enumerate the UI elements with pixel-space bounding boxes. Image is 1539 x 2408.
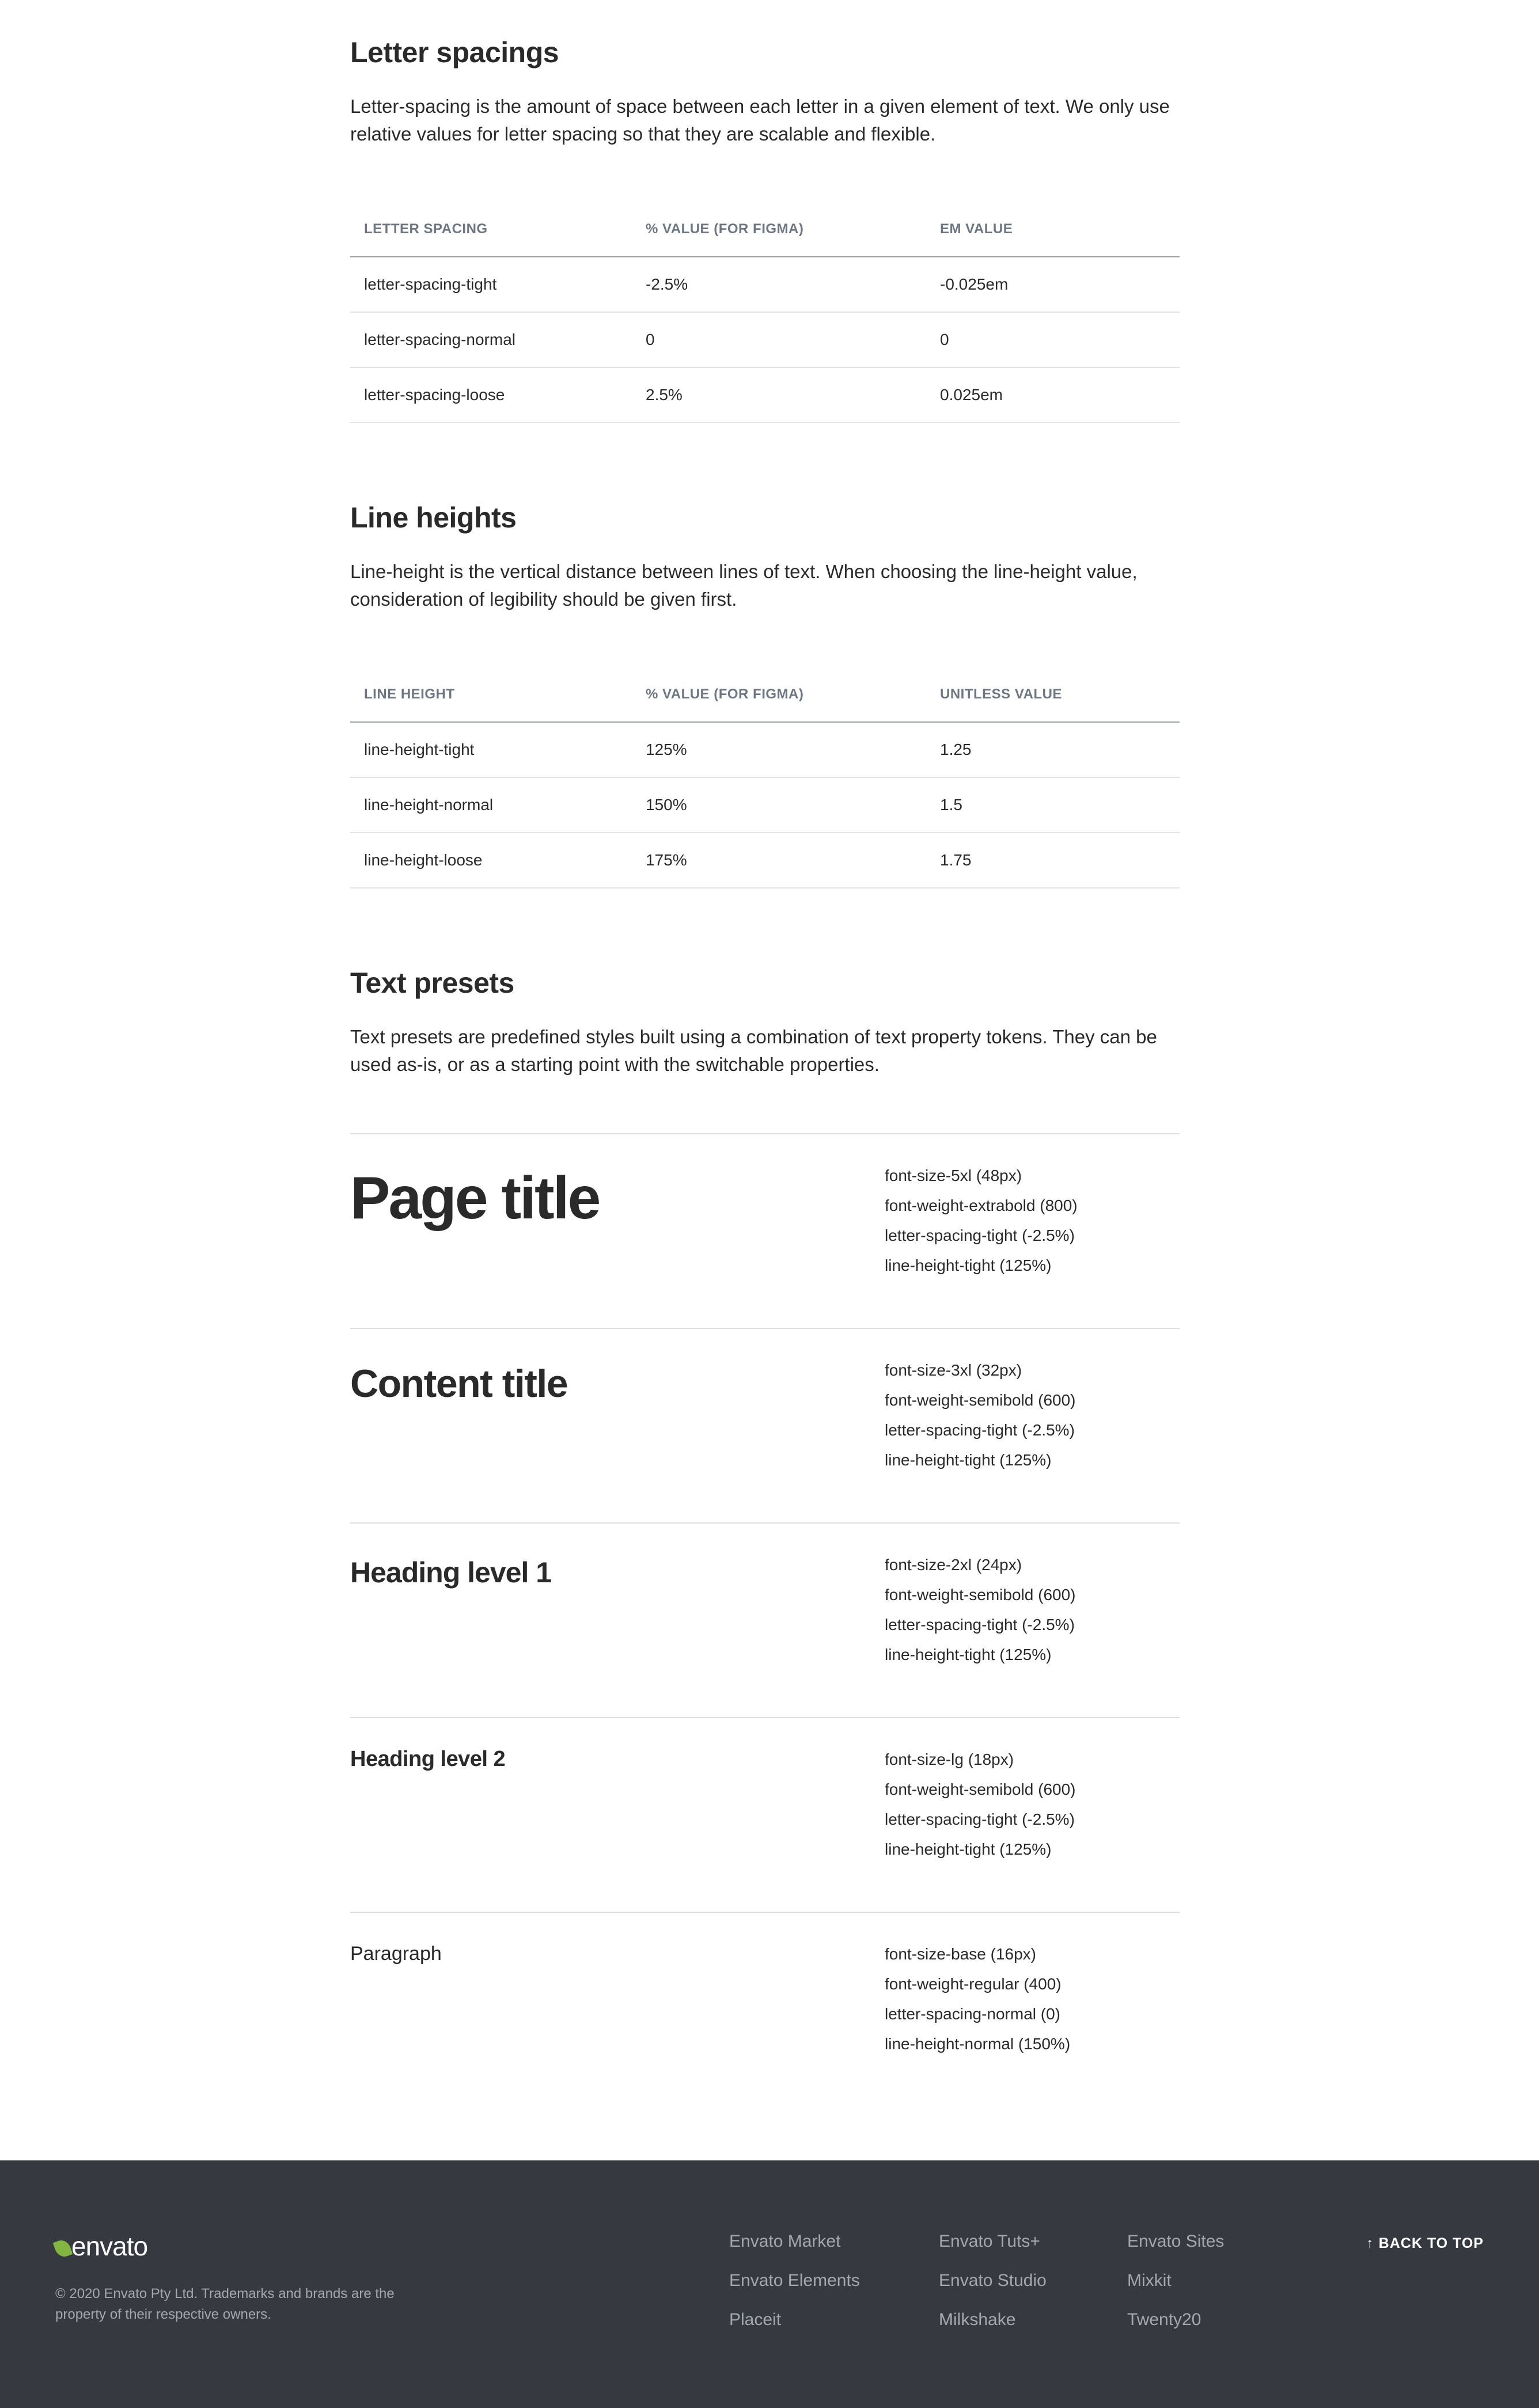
table-row [350, 257, 1180, 312]
text-presets-heading: Text presets [350, 967, 514, 999]
footer-links-column [729, 2232, 860, 2349]
copyright-text: © 2020 Envato Pty Ltd. Trademarks and brands are the property of their respective owners. [55, 2286, 395, 2322]
unitless-value-cell: 1.75 [926, 833, 1180, 888]
preset-page-title [350, 1133, 1180, 1328]
footer-link-envato-sites[interactable]: Envato Sites [1127, 2232, 1225, 2251]
footer-link-mixkit[interactable]: Mixkit [1127, 2271, 1172, 2290]
table-header-row [350, 667, 1180, 722]
token-name-cell: line-height-loose [350, 833, 632, 888]
line-heights-table [350, 667, 1180, 888]
preset-content-title [350, 1328, 1180, 1522]
preset-property: font-size-2xl (24px) [885, 1556, 1022, 1574]
token-name-cell: letter-spacing-normal [350, 312, 632, 367]
percent-value-cell: -2.5% [632, 257, 926, 312]
preset-property: font-size-base (16px) [885, 1945, 1037, 1963]
preset-property: letter-spacing-normal (0) [885, 2005, 1060, 2023]
percent-value-cell: 2.5% [632, 367, 926, 423]
text-presets-description: Text presets are predefined styles built using a combination of text property tokens. They can be used as-is, or as a starting point with the switchable properties. [350, 1026, 1157, 1075]
footer-link-milkshake[interactable]: Milkshake [939, 2310, 1016, 2329]
preset-property: font-size-5xl (48px) [885, 1167, 1022, 1184]
percent-value-cell: 0 [632, 312, 926, 367]
preset-property: font-weight-extrabold (800) [885, 1197, 1078, 1214]
column-header: LINE HEIGHT [350, 667, 632, 722]
preset-property: font-weight-semibold (600) [885, 1780, 1076, 1798]
preset-sample: Heading level 2 [350, 1747, 506, 1771]
percent-value-cell: 125% [632, 722, 926, 777]
percent-value-cell: 175% [632, 833, 926, 888]
preset-heading-level-2 [350, 1717, 1180, 1912]
token-name-cell: line-height-tight [350, 722, 632, 777]
em-value-cell: 0 [926, 312, 1180, 367]
preset-properties [885, 1550, 1076, 1670]
preset-properties [885, 1939, 1070, 2059]
column-header: % VALUE (FOR FIGMA) [632, 202, 926, 257]
line-heights-description: Line-height is the vertical distance between lines of text. When choosing the line-height value, consideration of legibility should be given first. [350, 561, 1138, 610]
preset-sample: Page title [350, 1165, 600, 1232]
table-row [350, 777, 1180, 833]
preset-property: line-height-tight (125%) [885, 1840, 1052, 1858]
table-row [350, 722, 1180, 777]
token-name-cell: letter-spacing-tight [350, 257, 632, 312]
footer-link-placeit[interactable]: Placeit [729, 2310, 782, 2329]
preset-property: font-weight-semibold (600) [885, 1391, 1076, 1409]
preset-property: font-weight-regular (400) [885, 1975, 1062, 1993]
token-name-cell: line-height-normal [350, 777, 632, 833]
unitless-value-cell: 1.5 [926, 777, 1180, 833]
preset-sample: Heading level 1 [350, 1556, 552, 1589]
letter-spacings-table [350, 202, 1180, 423]
percent-value-cell: 150% [632, 777, 926, 833]
column-header: UNITLESS VALUE [926, 667, 1180, 722]
column-header: % VALUE (FOR FIGMA) [632, 667, 926, 722]
preset-property: font-weight-semibold (600) [885, 1586, 1076, 1604]
preset-properties [885, 1355, 1076, 1475]
site-footer [0, 2160, 1539, 2408]
footer-link-envato-studio[interactable]: Envato Studio [939, 2271, 1047, 2290]
letter-spacings-heading: Letter spacings [350, 36, 559, 69]
preset-property: letter-spacing-tight (-2.5%) [885, 1810, 1075, 1828]
preset-sample: Content title [350, 1362, 568, 1406]
footer-link-twenty20[interactable]: Twenty20 [1127, 2310, 1201, 2329]
footer-link-envato-market[interactable]: Envato Market [729, 2232, 841, 2251]
preset-property: font-size-lg (18px) [885, 1750, 1014, 1768]
preset-property: line-height-normal (150%) [885, 2035, 1071, 2053]
letter-spacings-description: Letter-spacing is the amount of space between each letter in a given element of text. We only use relative values for letter spacing so that they are scalable and flexible. [350, 96, 1170, 145]
preset-property: line-height-tight (125%) [885, 1256, 1052, 1274]
em-value-cell: -0.025em [926, 257, 1180, 312]
preset-heading-level-1 [350, 1522, 1180, 1717]
column-header: EM VALUE [926, 202, 1180, 257]
table-header-row [350, 202, 1180, 257]
line-heights-heading: Line heights [350, 502, 517, 534]
preset-property: line-height-tight (125%) [885, 1646, 1052, 1663]
logo-wordmark: envato [71, 2231, 148, 2261]
preset-property: line-height-tight (125%) [885, 1451, 1052, 1469]
preset-paragraph [350, 1912, 1180, 2106]
footer-link-envato-tuts[interactable]: Envato Tuts+ [939, 2232, 1040, 2251]
em-value-cell: 0.025em [926, 367, 1180, 423]
envato-logo[interactable] [55, 2231, 147, 2262]
unitless-value-cell: 1.25 [926, 722, 1180, 777]
back-to-top-label: BACK TO TOP [1378, 2235, 1484, 2251]
table-row [350, 312, 1180, 367]
preset-property: letter-spacing-tight (-2.5%) [885, 1616, 1075, 1634]
preset-sample: Paragraph [350, 1943, 442, 1965]
preset-properties [885, 1745, 1076, 1864]
preset-property: letter-spacing-tight (-2.5%) [885, 1421, 1075, 1439]
preset-properties [885, 1161, 1078, 1281]
preset-property: font-size-3xl (32px) [885, 1361, 1022, 1379]
footer-link-envato-elements[interactable]: Envato Elements [729, 2271, 860, 2290]
preset-property: letter-spacing-tight (-2.5%) [885, 1226, 1075, 1244]
back-to-top-link[interactable] [1366, 2235, 1484, 2252]
arrow-up-icon: ↑ [1366, 2235, 1374, 2251]
table-row [350, 367, 1180, 423]
footer-links-column [939, 2232, 1047, 2349]
footer-links-column [1127, 2232, 1224, 2349]
table-row [350, 833, 1180, 888]
column-header: LETTER SPACING [350, 202, 632, 257]
leaf-icon [53, 2238, 73, 2259]
token-name-cell: letter-spacing-loose [350, 367, 632, 423]
